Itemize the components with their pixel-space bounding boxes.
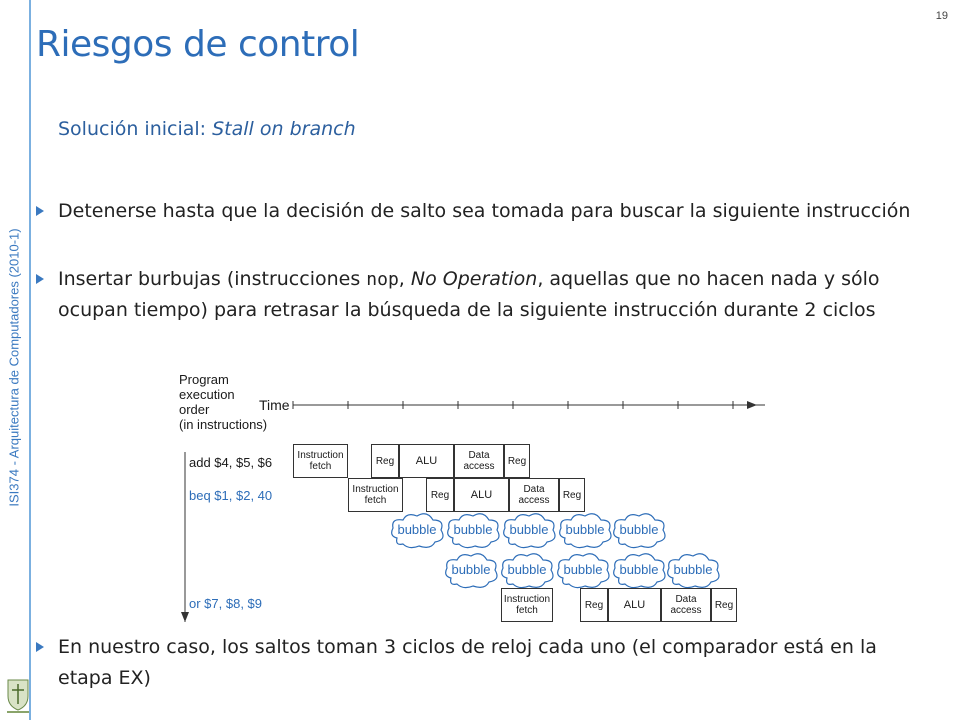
bullet-2 (36, 264, 916, 326)
subtitle-emphasis: Stall on branch (212, 118, 356, 140)
subtitle (58, 118, 356, 140)
stage-data-access: Data access (509, 478, 559, 512)
pipeline-diagram (175, 368, 765, 628)
stage-reg: Reg (371, 444, 399, 478)
bullet-text-part: , (398, 268, 411, 290)
instruction-label: or $7, $8, $9 (189, 596, 262, 611)
bubble-icon (557, 510, 613, 550)
bullet-text-part: , aquellas que no hacen nada y sólo ocupan tiempo) para retrasar la búsqueda de la siguiente instrucción durante 2 ciclos (58, 268, 880, 321)
bullet-arrow-icon (36, 274, 44, 284)
bubble-label: bubble (619, 522, 659, 537)
page-title: Riesgos de control (36, 24, 360, 65)
stage-reg: Reg (504, 444, 530, 478)
page-number: 19 (935, 10, 948, 22)
stage-alu: ALU (608, 588, 661, 622)
instruction-label: add $4, $5, $6 (189, 455, 273, 470)
sidebar-divider (29, 0, 31, 720)
bullet-text (58, 264, 916, 326)
stage-alu: ALU (454, 478, 509, 512)
bullet-text: En nuestro caso, los saltos toman 3 ciclos de reloj cada uno (el comparador está en la etapa EX) (58, 636, 877, 689)
bubble-icon (499, 550, 555, 590)
bubble-icon (665, 550, 721, 590)
bubble-icon (611, 510, 667, 550)
heading-line: order (179, 402, 210, 417)
bubble-label: bubble (673, 562, 713, 577)
stage-instruction-fetch: Instruction fetch (293, 444, 348, 478)
bubble-icon (501, 510, 557, 550)
bullet-3 (36, 632, 916, 694)
bullet-text: Detenerse hasta que la decisión de salto sea tomada para buscar la siguiente instrucción (58, 200, 911, 222)
bullet-1 (36, 196, 916, 227)
course-label: ISI374 - Arquitectura de Computadores (2010-1) (6, 228, 22, 507)
bubble-icon (445, 510, 501, 550)
heading-line: Program (179, 372, 229, 387)
heading-line: (in instructions) (179, 417, 268, 432)
stage-data-access: Data access (661, 588, 711, 622)
bubble-label: bubble (507, 562, 547, 577)
stage-reg: Reg (711, 588, 737, 622)
bubble-label: bubble (451, 562, 491, 577)
bullet-italic: No Operation (410, 268, 538, 290)
time-label: Time (259, 397, 290, 413)
bubble-icon (443, 550, 499, 590)
stage-instruction-fetch: Instruction fetch (348, 478, 403, 512)
bubble-label: bubble (619, 562, 659, 577)
stage-reg: Reg (559, 478, 585, 512)
stage-alu: ALU (399, 444, 454, 478)
stage-reg: Reg (580, 588, 608, 622)
bubble-icon (389, 510, 445, 550)
university-logo-icon (4, 676, 32, 716)
subtitle-prefix: Solución inicial: (58, 118, 213, 140)
bullet-arrow-icon (36, 642, 44, 652)
stage-reg: Reg (426, 478, 454, 512)
bubble-label: bubble (509, 522, 549, 537)
bubble-icon (555, 550, 611, 590)
bullet-text-part: Insertar burbujas (instrucciones (58, 268, 367, 290)
bubble-label: bubble (397, 522, 437, 537)
stage-instruction-fetch: Instruction fetch (501, 588, 553, 622)
bullet-arrow-icon (36, 206, 44, 216)
instruction-label: beq $1, $2, 40 (189, 488, 273, 503)
bubble-label: bubble (565, 522, 605, 537)
bubble-icon (611, 550, 667, 590)
bullet-code: nop (366, 269, 399, 290)
heading-line: execution (179, 387, 235, 402)
bubble-label: bubble (453, 522, 493, 537)
stage-data-access: Data access (454, 444, 504, 478)
bubble-label: bubble (563, 562, 603, 577)
